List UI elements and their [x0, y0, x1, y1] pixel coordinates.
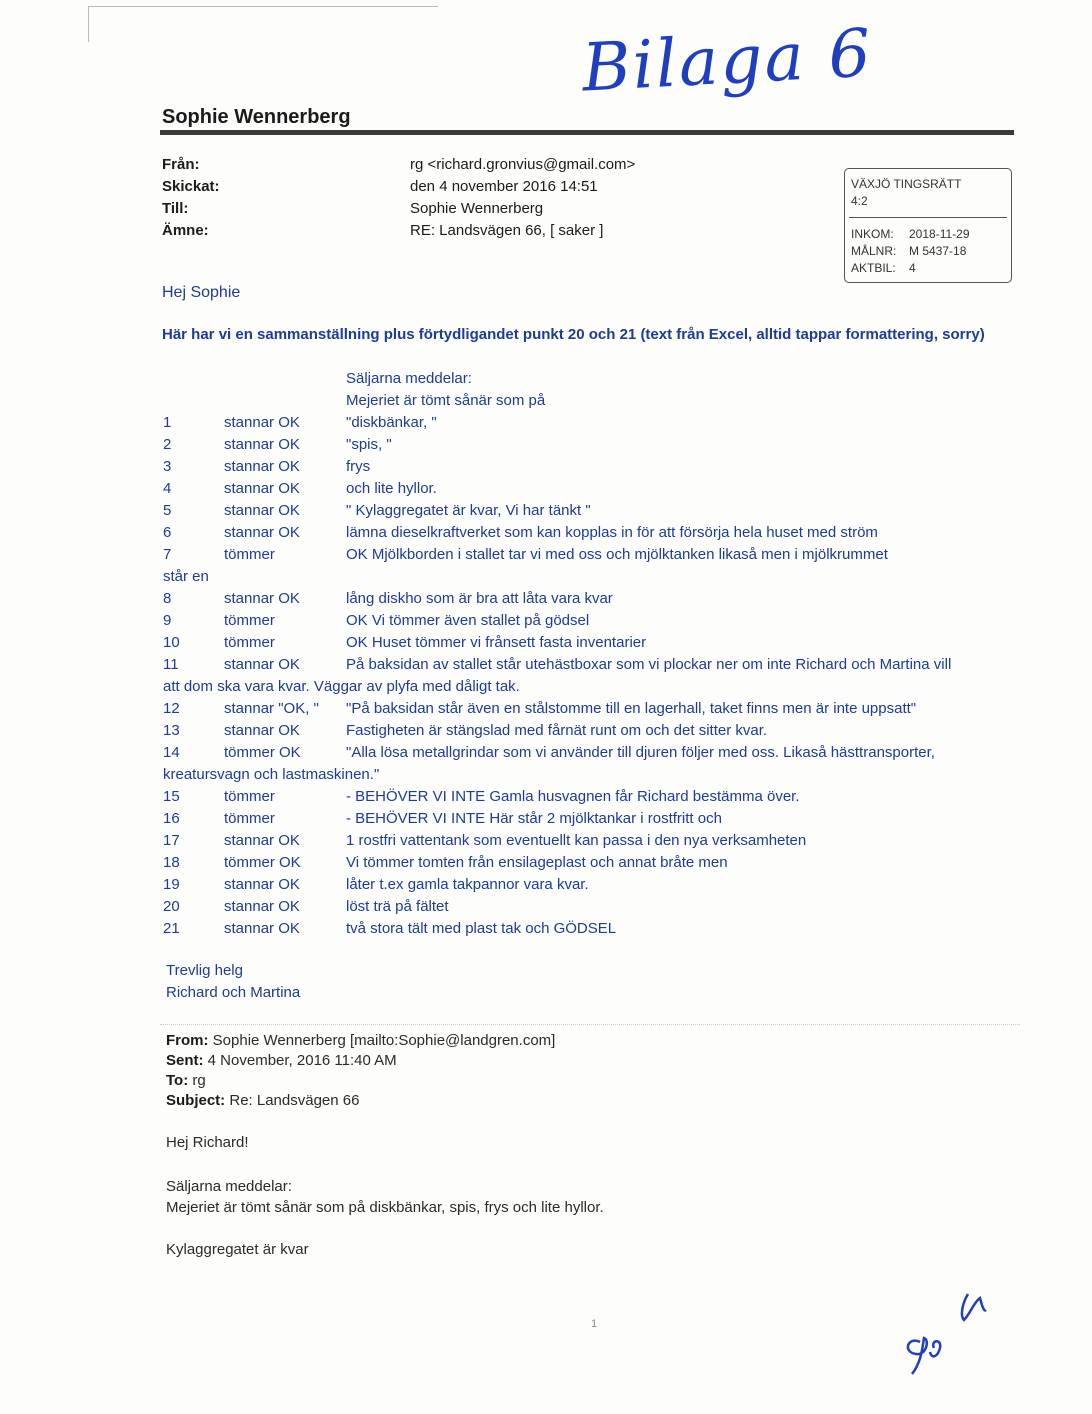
row-text: "Alla lösa metallgrindar som vi använder till djuren följer med oss. Likaså hästtransporter, — [346, 744, 935, 761]
fwd-from-label: From: — [166, 1032, 209, 1049]
row-text: Fastigheten är stängslad med fårnät runt om och det sitter kvar. — [346, 722, 768, 739]
row-number: 16 — [163, 810, 180, 827]
fwd-line: Mejeriet är tömt sånär som på diskbänkar, spis, frys och lite hyllor. — [166, 1199, 604, 1216]
row-status: tömmer OK — [224, 854, 301, 871]
row-number: 4 — [163, 480, 172, 497]
row-text: På baksidan av stallet står utehästboxar som vi plockar ner om inte Richard och Martina vill — [346, 656, 952, 673]
row-status: tömmer — [224, 810, 275, 827]
greeting: Hej Sophie — [162, 284, 241, 301]
row-continuation: kreatursvagn och lastmaskinen." — [163, 766, 380, 783]
pre-line: Säljarna meddelar: — [346, 370, 472, 387]
row-status: tömmer — [224, 546, 275, 563]
row-text: OK Huset tömmer vi frånsett fasta inventarier — [346, 634, 647, 651]
handwritten-initials — [890, 1290, 1000, 1391]
row-text: - BEHÖVER VI INTE Gamla husvagnen får Richard bestämma över. — [346, 788, 800, 805]
row-number: 21 — [163, 920, 180, 937]
closing-line: Trevlig helg — [166, 962, 243, 979]
stamp-divider — [849, 217, 1007, 218]
row-text: lång diskho som är bra att låta vara kvar — [346, 590, 613, 607]
row-number: 8 — [163, 590, 172, 607]
row-number: 15 — [163, 788, 180, 805]
fwd-from — [166, 1032, 555, 1049]
fwd-sent-label: Sent: — [166, 1052, 204, 1069]
row-number: 13 — [163, 722, 180, 739]
row-text: två stora tält med plast tak och GÖDSEL — [346, 920, 617, 937]
page-number: 1 — [591, 1318, 598, 1330]
row-status: stannar OK — [224, 502, 300, 519]
scan-edge — [88, 6, 438, 7]
row-status: tömmer — [224, 612, 275, 629]
fwd-greeting: Hej Richard! — [166, 1134, 249, 1151]
row-number: 17 — [163, 832, 180, 849]
court-stamp — [844, 168, 1012, 283]
row-status: stannar OK — [224, 480, 300, 497]
row-text: och lite hyllor. — [346, 480, 437, 497]
fwd-line: Kylaggregatet är kvar — [166, 1241, 309, 1258]
fwd-subject — [166, 1092, 359, 1109]
initials-signature-icon — [890, 1290, 1000, 1380]
row-text: låter t.ex gamla takpannor vara kvar. — [346, 876, 589, 893]
row-text: frys — [346, 458, 371, 475]
row-number: 18 — [163, 854, 180, 871]
row-status: stannar OK — [224, 524, 300, 541]
row-text: "spis, " — [346, 436, 392, 453]
row-number: 20 — [163, 898, 180, 915]
row-text: 1 rostfri vattentank som eventuellt kan passa i den nya verksamheten — [346, 832, 807, 849]
row-status: stannar OK — [224, 920, 300, 937]
fwd-to-value: rg — [192, 1072, 206, 1089]
row-number: 12 — [163, 700, 180, 717]
row-number: 2 — [163, 436, 172, 453]
intro-text: Här har vi en sammanställning plus förtydligandet punkt 20 och 21 (text från Excel, alltid tappar formattering, sorry) — [162, 326, 985, 343]
row-status: stannar OK — [224, 898, 300, 915]
row-text: OK Mjölkborden i stallet tar vi med oss och mjölktanken likaså men i mjölkrummet — [346, 546, 888, 563]
row-status: stannar OK — [224, 832, 300, 849]
pre-line: Mejeriet är tömt sånär som på — [346, 392, 546, 409]
signature: Richard och Martina — [166, 984, 301, 1001]
row-status: stannar OK — [224, 656, 300, 673]
fwd-sent-value: 4 November, 2016 11:40 AM — [207, 1052, 397, 1069]
row-number: 19 — [163, 876, 180, 893]
row-number: 14 — [163, 744, 180, 761]
fwd-sent — [166, 1052, 397, 1069]
header-rule — [160, 130, 1014, 135]
stamp-aktbil-label: AKTBIL: — [851, 261, 896, 275]
meta-value: rg <richard.gronvius@gmail.com> — [410, 156, 636, 173]
meta-label: Ämne: — [162, 222, 209, 239]
meta-value: Sophie Wennerberg — [410, 200, 544, 217]
meta-value: den 4 november 2016 14:51 — [410, 178, 598, 195]
row-status: stannar OK — [224, 414, 300, 431]
row-number: 11 — [163, 656, 179, 673]
row-status: stannar OK — [224, 722, 300, 739]
row-number: 7 — [163, 546, 172, 563]
row-number: 1 — [163, 414, 172, 431]
row-text: löst trä på fältet — [346, 898, 449, 915]
row-status: tömmer OK — [224, 744, 301, 761]
scan-edge — [88, 6, 89, 42]
row-status: tömmer — [224, 634, 275, 651]
separator — [160, 1024, 1020, 1025]
meta-label: Från: — [162, 156, 200, 173]
fwd-to-label: To: — [166, 1072, 189, 1089]
fwd-subject-label: Subject: — [166, 1092, 226, 1109]
stamp-inkom-value: 2018-11-29 — [909, 227, 970, 241]
row-continuation: att dom ska vara kvar. Väggar av plyfa med dåligt tak. — [163, 678, 520, 695]
fwd-from-value: Sophie Wennerberg [mailto:Sophie@landgren.com] — [212, 1032, 556, 1049]
row-text: Vi tömmer tomten från ensilageplast och annat bråte men — [346, 854, 728, 871]
row-number: 9 — [163, 612, 172, 629]
row-text: "diskbänkar, " — [346, 414, 437, 431]
fwd-to — [166, 1072, 206, 1089]
row-status: stannar OK — [224, 590, 300, 607]
row-text: " Kylaggregatet är kvar, Vi har tänkt " — [346, 502, 591, 519]
row-status: stannar OK — [224, 876, 300, 893]
row-text: lämna dieselkraftverket som kan kopplas in för att försörja hela huset med ström — [346, 524, 878, 541]
meta-label: Skickat: — [162, 178, 220, 195]
row-status: stannar OK — [224, 458, 300, 475]
meta-value: RE: Landsvägen 66, [ saker ] — [410, 222, 604, 239]
row-status: tömmer — [224, 788, 275, 805]
stamp-inkom-label: INKOM: — [851, 227, 894, 241]
row-text: OK Vi tömmer även stallet på gödsel — [346, 612, 590, 629]
stamp-malnr-value: M 5437-18 — [909, 244, 967, 258]
stamp-court: VÄXJÖ TINGSRÄTT — [851, 177, 962, 191]
row-number: 3 — [163, 458, 172, 475]
handwritten-bilaga: Bilaga 6 — [580, 14, 875, 107]
row-status: stannar OK — [224, 436, 300, 453]
header-name: Sophie Wennerberg — [162, 106, 351, 128]
fwd-subject-value: Re: Landsvägen 66 — [229, 1092, 360, 1109]
row-number: 6 — [163, 524, 172, 541]
row-status: stannar "OK, " — [224, 700, 319, 717]
row-number: 10 — [163, 634, 180, 651]
stamp-aktbil-value: 4 — [909, 261, 916, 275]
meta-label: Till: — [162, 200, 189, 217]
row-text: - BEHÖVER VI INTE Här står 2 mjölktankar i rostfritt och — [346, 810, 722, 827]
stamp-malnr-label: MÅLNR: — [851, 244, 897, 258]
row-continuation: står en — [163, 568, 209, 585]
fwd-line: Säljarna meddelar: — [166, 1178, 292, 1195]
row-text: "På baksidan står även en stålstomme till en lagerhall, taket finns men är inte uppsatt" — [346, 700, 917, 717]
row-number: 5 — [163, 502, 172, 519]
stamp-division: 4:2 — [851, 194, 868, 208]
